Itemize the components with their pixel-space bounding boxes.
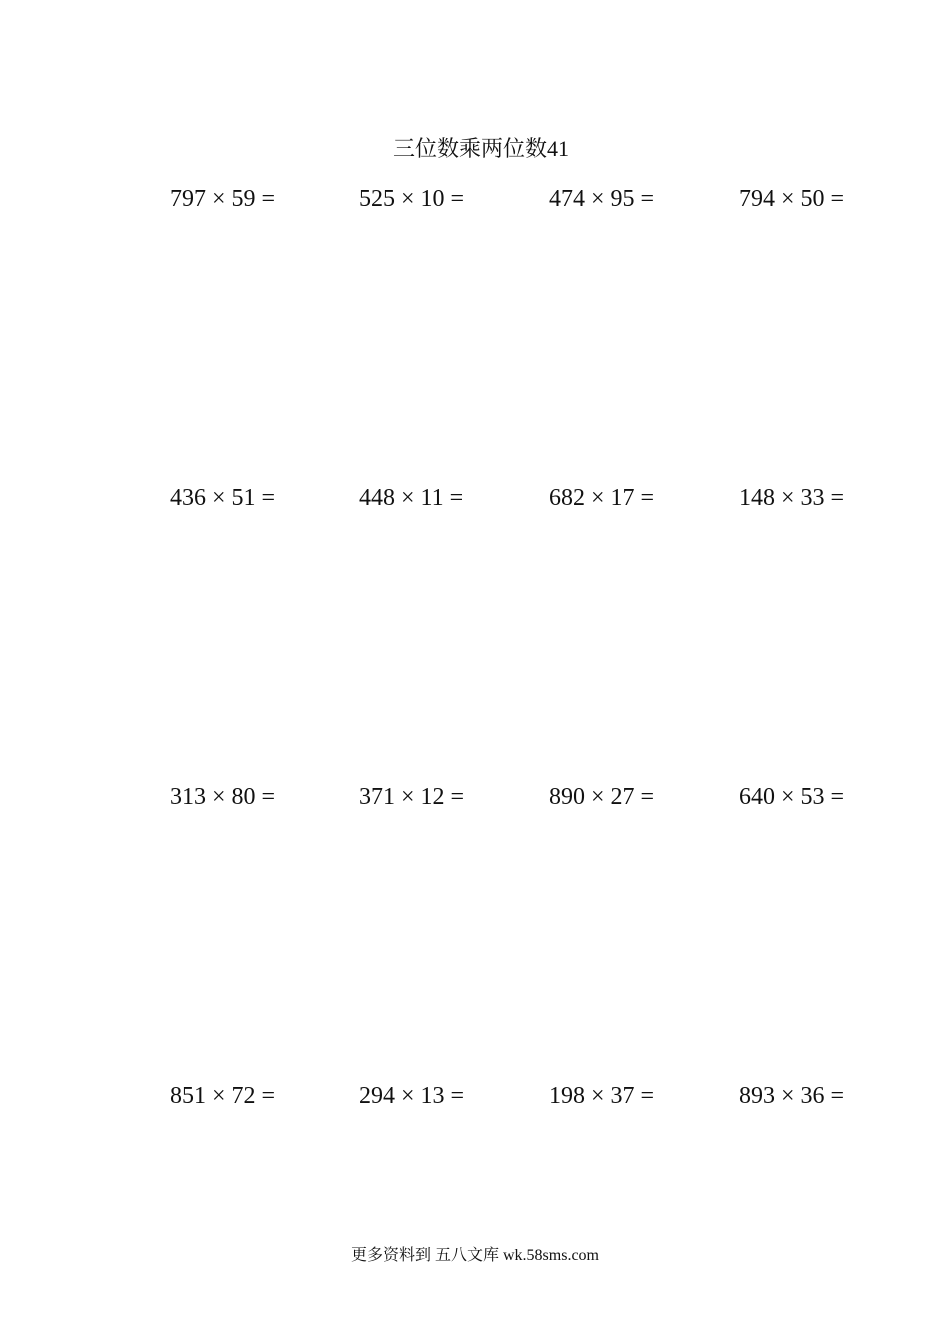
footer-link[interactable]: 更多资料到 五八文库 wk.58sms.com xyxy=(350,1247,599,1264)
problem-row xyxy=(0,481,950,515)
problem-expression: 525 × 10 = xyxy=(359,186,465,212)
problem-expression: 890 × 27 = xyxy=(549,784,655,810)
problem-expression: 893 × 36 = xyxy=(739,1083,845,1109)
problem-expression: 448 × 11 = xyxy=(359,485,464,511)
problem-expression: 851 × 72 = xyxy=(170,1083,276,1109)
problem-row xyxy=(0,1079,950,1113)
problem-expression: 294 × 13 = xyxy=(359,1083,465,1109)
page-title: 三位数乘两位数41 xyxy=(392,136,569,161)
problem-expression: 313 × 80 = xyxy=(170,784,276,810)
problem-expression: 797 × 59 = xyxy=(170,186,276,212)
problem-expression: 436 × 51 = xyxy=(170,485,276,511)
problem-expression: 148 × 33 = xyxy=(739,485,845,511)
problem-row xyxy=(0,780,950,814)
problem-expression: 682 × 17 = xyxy=(549,485,655,511)
problem-expression: 198 × 37 = xyxy=(549,1083,655,1109)
problem-expression: 640 × 53 = xyxy=(739,784,845,810)
problem-expression: 474 × 95 = xyxy=(549,186,655,212)
problem-expression: 794 × 50 = xyxy=(739,186,845,212)
problem-row xyxy=(0,182,950,216)
problem-expression: 371 × 12 = xyxy=(359,784,465,810)
